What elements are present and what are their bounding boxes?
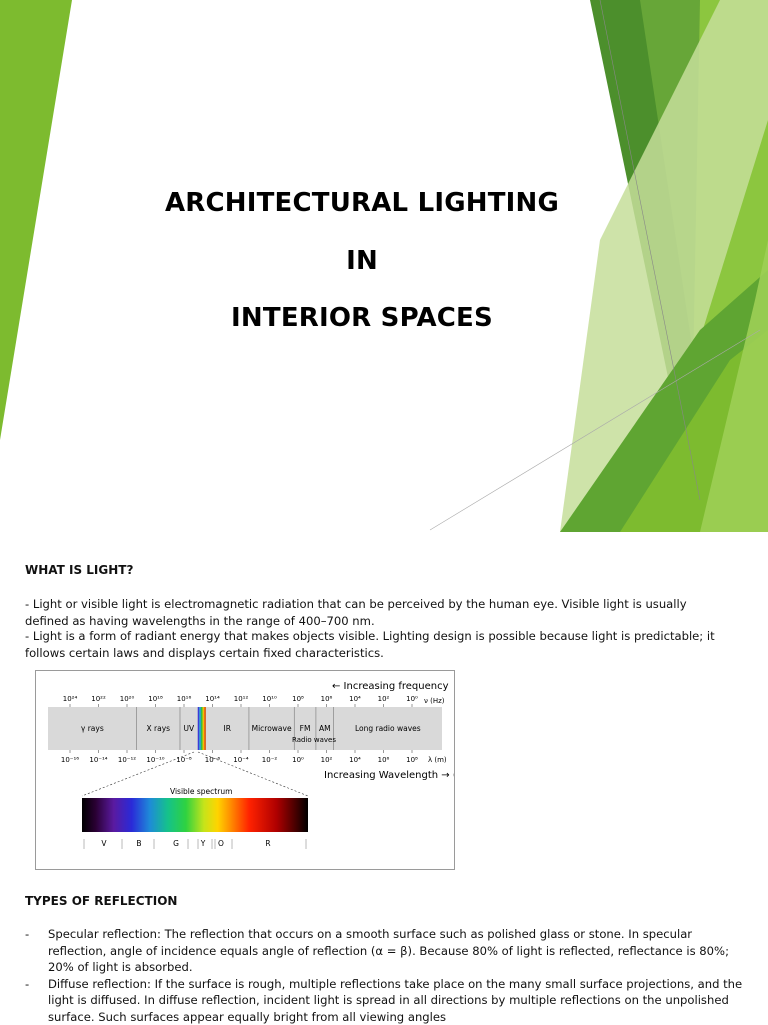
frequency-tick-label: 10¹⁴ (205, 695, 220, 703)
frequency-tick-label: 10² (378, 695, 390, 703)
visible-color-letter: R (265, 839, 270, 848)
wavelength-tick-label: 10⁻⁸ (176, 756, 192, 764)
visible-band-stripe (198, 707, 200, 750)
wavelength-tick-label: 10⁴ (349, 756, 361, 764)
wavelength-tick-label: 10⁻⁴ (233, 756, 249, 764)
types-of-reflection-heading: TYPES OF REFLECTION (25, 894, 177, 908)
band-label: Long radio waves (355, 724, 421, 733)
visible-color-letters (84, 839, 306, 849)
visible-band-stripe (204, 707, 206, 750)
spectrum-diagram (36, 671, 454, 869)
light-definition-paragraph: - Light or visible light is electromagnetic radiation that can be perceived by the human eye. Visible light is usually defined as having wavelengths in the range of 400–700 nm. (25, 596, 725, 629)
list-item: - Specular reflection: The reflection that occurs on a smooth surface such as polished glass or stone. In specular reflection, angle of incidence equals angle of reflection (α = β). Because 80% of light is reflected, reflectance is 80%; 20% of light is absorbed. (25, 926, 745, 976)
visible-color-letter: Y (200, 839, 206, 848)
diffuse-reflection-text: Diffuse reflection: If the surface is rough, multiple reflections take place on the many small surface projections, and the light is diffused. In diffuse reflection, incident light is spread in all directions by multiple reflections on the unpolished surface. Such surfaces appear equally bright from all viewing angles (48, 977, 742, 1024)
wavelength-title: Increasing Wavelength → (λ (324, 770, 454, 781)
band-label: Microwave (252, 724, 292, 733)
radio-waves-label: Radio waves (292, 736, 336, 744)
visible-band-stripe (201, 707, 203, 750)
specular-reflection-text: Specular reflection: The reflection that occurs on a smooth surface such as polished glass or stone. In specular reflection, angle of incidence equals angle of reflection (α = β). Because 80% of light is reflected, reflectance is 80%; 20% of light is absorbed. (48, 927, 729, 974)
title-line-2: IN (0, 246, 724, 276)
band-label: AM (319, 724, 331, 733)
frequency-tick-label: 10⁶ (321, 695, 333, 703)
frequency-tick-label: 10²⁴ (63, 695, 78, 703)
frequency-tick-label: 10¹⁸ (148, 695, 163, 703)
visible-band-stripe (203, 707, 205, 750)
frequency-tick-label: 10⁴ (349, 695, 361, 703)
frequency-unit: ν (Hz) (424, 697, 445, 705)
frequency-tick-label: 10¹⁰ (262, 695, 277, 703)
frequency-ticks (63, 695, 418, 707)
wavelength-tick-label: 10⁸ (406, 756, 418, 764)
frequency-tick-label: 10⁸ (292, 695, 304, 703)
visible-spectrum-gradient (82, 798, 308, 832)
frequency-tick-label: 10²⁰ (120, 695, 135, 703)
wavelength-tick-label: 10⁻² (262, 756, 278, 764)
light-energy-paragraph: - Light is a form of radiant energy that makes objects visible. Lighting design is possible because light is predictable; it follows certain laws and displays certain fixed characteristics. (25, 628, 725, 661)
frequency-tick-label: 10¹² (234, 695, 249, 703)
document-body (0, 532, 768, 1024)
band-label: X rays (147, 724, 171, 733)
title-line-1: ARCHITECTURAL LIGHTING (0, 188, 724, 218)
frequency-tick-label: 10⁰ (406, 695, 418, 703)
wavelength-tick-label: 10⁰ (292, 756, 304, 764)
what-is-light-heading: WHAT IS LIGHT? (25, 563, 133, 577)
frequency-tick-label: 10²² (91, 695, 106, 703)
list-item: - Diffuse reflection: If the surface is rough, multiple reflections take place on the many small surface projections, and the light is diffused. In diffuse reflection, incident light is spread in all directions by multiple reflections on the unpolished surface. Such surfaces appear equally bright from all viewing angles (25, 976, 745, 1025)
visible-band-stripe (199, 707, 201, 750)
wavelength-tick-label: 10⁻¹⁰ (146, 756, 164, 764)
wavelength-tick-label: 10⁻¹⁴ (89, 756, 107, 764)
band-label: γ rays (81, 724, 104, 733)
wavelength-unit: λ (m) (428, 756, 447, 764)
wavelength-tick-label: 10⁻⁶ (205, 756, 221, 764)
visible-color-letter: V (101, 839, 107, 848)
visible-spectrum-title: Visible spectrum (170, 787, 232, 796)
frequency-title: ← Increasing frequency (332, 681, 449, 692)
wavelength-tick-label: 10⁶ (378, 756, 390, 764)
visible-color-letter: O (218, 839, 224, 848)
visible-color-letter: G (173, 839, 179, 848)
frequency-tick-label: 10¹⁶ (177, 695, 192, 703)
wavelength-ticks (61, 750, 418, 764)
band-label: FM (300, 724, 311, 733)
band-label: UV (184, 724, 195, 733)
title-line-3: INTERIOR SPACES (0, 303, 724, 333)
reflection-list (25, 926, 745, 1025)
electromagnetic-spectrum-figure (35, 670, 455, 870)
visible-color-letter: B (136, 839, 141, 848)
wavelength-tick-label: 10² (321, 756, 333, 764)
band-label: IR (224, 724, 231, 733)
wavelength-tick-label: 10⁻¹⁶ (61, 756, 79, 764)
wavelength-tick-label: 10⁻¹² (118, 756, 136, 764)
